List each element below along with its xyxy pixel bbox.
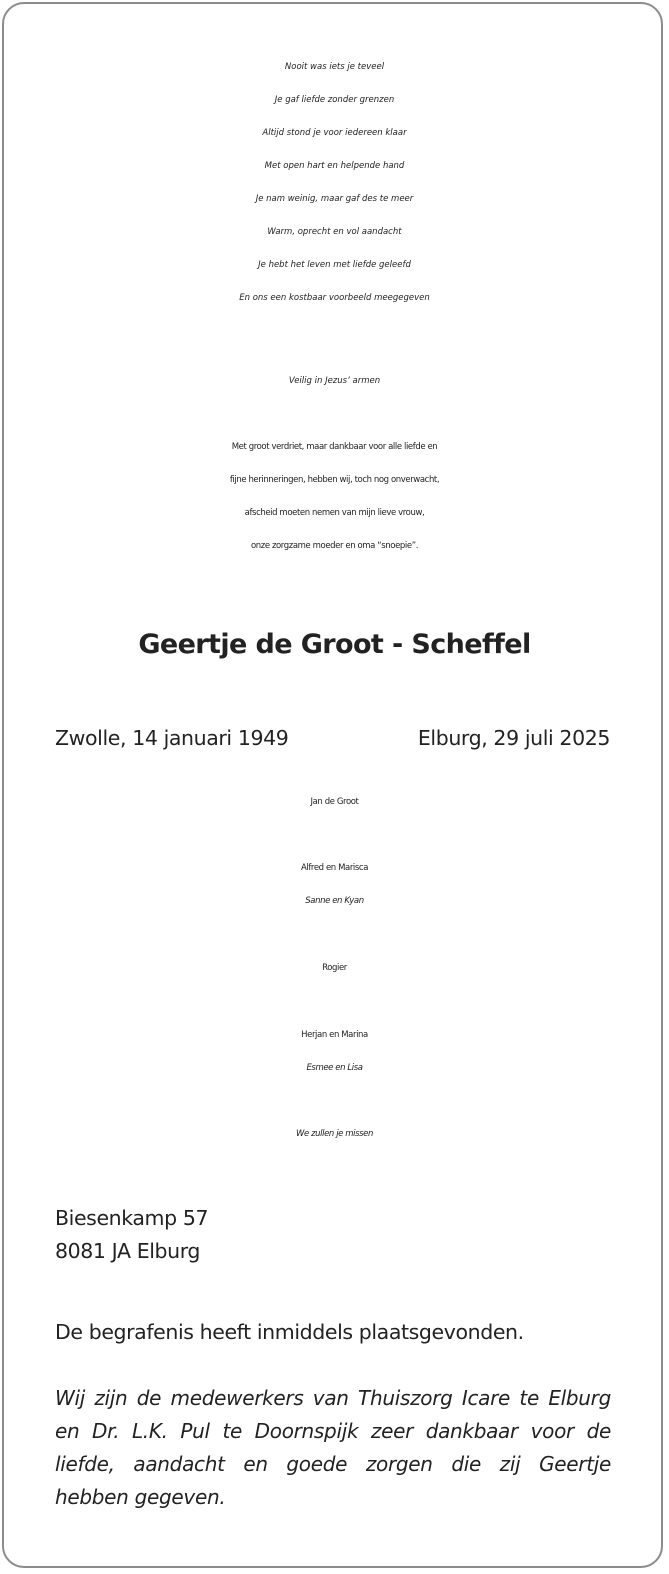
family-grandchildren: Sanne en Kyan <box>305 896 364 906</box>
thanks-paragraph <box>55 1382 611 1514</box>
thanks-line: Wij zijn de medewerkers van Thuiszorg Icare te Elburg <box>55 1386 611 1410</box>
poem-line: Warm, oprecht en vol aandacht <box>267 227 402 237</box>
motto: Veilig in Jezus’ armen <box>288 376 381 386</box>
announcement-line: fijne herinneringen, hebben wij, toch nog onverwacht, <box>229 475 440 485</box>
poem-line: Je hebt het leven met liefde geleefd <box>258 260 411 270</box>
family-spouse: Jan de Groot <box>310 797 359 807</box>
address-city: 8081 JA Elburg <box>55 1239 201 1263</box>
death-place-date: Elburg, 29 juli 2025 <box>417 726 610 750</box>
poem-line: Altijd stond je voor iedereen klaar <box>262 128 407 138</box>
closing-line: We zullen je missen <box>295 1129 374 1139</box>
family-grandchildren: Esmee en Lisa <box>306 1063 363 1073</box>
thanks-line: hebben gegeven. <box>55 1485 226 1509</box>
announcement-line: Met groot verdriet, maar dankbaar voor alle liefde en <box>231 442 438 452</box>
birth-place-date: Zwolle, 14 januari 1949 <box>55 726 289 750</box>
announcement-line: afscheid moeten nemen van mijn lieve vrouw, <box>244 508 425 518</box>
poem-line: Je gaf liefde zonder grenzen <box>274 95 395 105</box>
poem-line: Je nam weinig, maar gaf des te meer <box>255 194 414 204</box>
family-child: Alfred en Marisca <box>300 863 369 873</box>
deceased-name: Geertje de Groot - Scheffel <box>138 629 531 660</box>
poem-line: En ons een kostbaar voorbeeld meegegeven <box>239 293 430 303</box>
announcement-line: onze zorgzame moeder en oma “snoepie”. <box>250 541 419 551</box>
address-street: Biesenkamp 57 <box>55 1206 209 1230</box>
family-child: Rogier <box>322 963 347 973</box>
thanks-line: liefde, aandacht en goede zorgen die zij Geertje <box>55 1452 611 1476</box>
poem-line: Met open hart en helpende hand <box>264 161 405 171</box>
funeral-note: De begrafenis heeft inmiddels plaatsgevonden. <box>55 1320 524 1344</box>
family-child: Herjan en Marina <box>301 1030 368 1040</box>
poem-line: Nooit was iets je teveel <box>284 62 385 72</box>
thanks-line: en Dr. L.K. Pul te Doornspijk zeer dankbaar voor de <box>55 1419 611 1443</box>
